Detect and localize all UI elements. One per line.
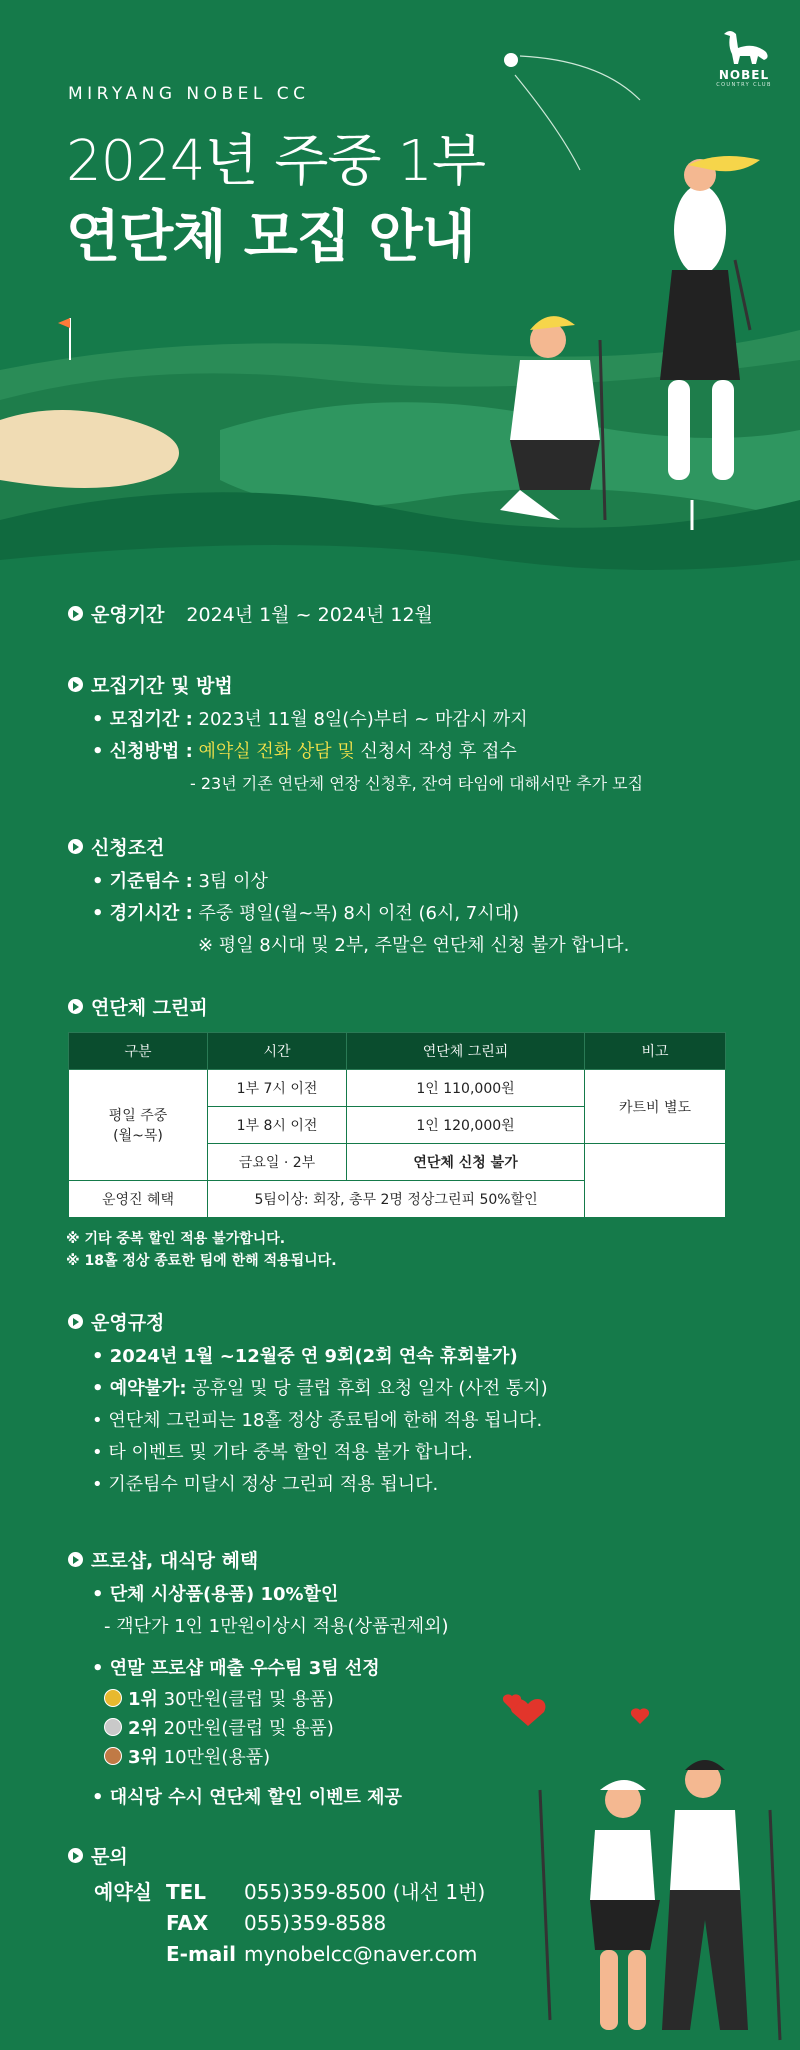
proshop-discount: • 단체 시상품(용품) 10%할인 [92, 1584, 339, 1605]
weekday-cell [69, 1070, 208, 1181]
rules-item: • 타 이벤트 및 기타 중복 할인 적용 불가 합니다. [92, 1442, 473, 1463]
section-heading: 운영기간 [91, 604, 165, 626]
rules-item-value: 공휴일 및 당 클럽 휴회 요청 일자 (사전 통지) [192, 1378, 548, 1399]
section-bullet-icon [68, 1848, 83, 1863]
recruit-period-label: • 모집기간 : [92, 709, 193, 730]
golfer-couple-illustration [500, 1690, 800, 2050]
email-label: E-mail [166, 1942, 237, 1966]
remark-empty-cell [585, 1144, 726, 1218]
award-item [104, 1685, 449, 1714]
section-bullet-icon [68, 1552, 83, 1567]
title-line-1: 2024년 주중 1부 [66, 129, 486, 194]
weekday-days: (월~목) [113, 1128, 163, 1144]
table-header-row [69, 1033, 726, 1070]
section-bullet-icon [68, 999, 83, 1014]
proshop-award-title: • 연말 프로샵 매출 우수팀 3팀 선정 [92, 1658, 380, 1679]
award-prize: 10만원(용품) [163, 1747, 271, 1768]
conditions-teams-label: • 기준팀수 : [92, 871, 193, 892]
dinosaur-icon [714, 26, 774, 66]
greenfee-table [68, 1032, 726, 1218]
weekday-label: 평일 주중 [108, 1108, 168, 1124]
award-item [104, 1743, 449, 1772]
benefit-value-cell: 5팀이상: 회장, 총무 2명 정상그린피 50%할인 [208, 1181, 585, 1218]
silver-medal-icon [104, 1718, 122, 1736]
conditions-teams-value: 3팀 이상 [198, 871, 268, 892]
benefit-label-cell: 운영진 혜택 [69, 1181, 208, 1218]
rules-item: • 연단체 그린피는 18홀 정상 종료팀에 한해 적용 됩니다. [92, 1410, 543, 1431]
bronze-medal-icon [104, 1747, 122, 1765]
tel-value[interactable]: 055)359-8500 (내선 1번) [244, 1880, 486, 1904]
conditions-section [68, 833, 629, 962]
section-heading: 프로샵, 대식당 혜택 [91, 1550, 259, 1572]
section-heading: 연단체 그린피 [91, 997, 208, 1019]
section-heading: 신청조건 [91, 837, 165, 859]
rules-section [68, 1308, 548, 1501]
award-prize: 30만원(클럽 및 용품) [163, 1689, 334, 1710]
table-header-cell: 연단체 그린피 [347, 1033, 585, 1070]
recruit-method-label: • 신청방법 : [92, 741, 193, 762]
section-bullet-icon [68, 606, 83, 621]
section-heading: 문의 [91, 1846, 128, 1868]
award-item [104, 1714, 449, 1743]
gold-medal-icon [104, 1689, 122, 1707]
fee-cell: 연단체 신청 불가 [347, 1144, 585, 1181]
award-rank: 3위 [128, 1747, 158, 1768]
table-header-cell: 비고 [585, 1033, 726, 1070]
section-bullet-icon [68, 677, 83, 692]
rules-item: • 기준팀수 미달시 정상 그린피 적용 됩니다. [92, 1474, 439, 1495]
recruit-method-note: - 23년 기존 연단체 연장 신청후, 잔여 타임에 대해서만 추가 모집 [190, 774, 644, 793]
fee-cell: 1인 110,000원 [347, 1070, 585, 1107]
brand-name: MIRYANG NOBEL CC [68, 84, 310, 104]
time-cell: 금요일 · 2부 [208, 1144, 347, 1181]
operation-period-section [68, 600, 433, 627]
fax-value: 055)359-8588 [244, 1911, 387, 1935]
rules-item: • 2024년 1월 ~12월중 연 9회(2회 연속 휴회불가) [92, 1346, 518, 1367]
table-header-cell: 시간 [208, 1033, 347, 1070]
time-cell: 1부 7시 이전 [208, 1070, 347, 1107]
fee-cell: 1인 120,000원 [347, 1107, 585, 1144]
tel-label: TEL [166, 1880, 207, 1904]
conditions-time-value: 주중 평일(월~목) 8시 이전 (6시, 7시대) [198, 903, 520, 924]
recruit-method-rest: 신청서 작성 후 접수 [360, 741, 517, 762]
proshop-section [68, 1546, 449, 1814]
table-row [69, 1070, 726, 1107]
proshop-restaurant: • 대식당 수시 연단체 할인 이벤트 제공 [92, 1787, 402, 1808]
recruit-section [68, 671, 643, 800]
greenfee-note: ※ 18홀 정상 종료한 팀에 한해 적용됩니다. [66, 1253, 337, 1269]
fax-label: FAX [166, 1911, 209, 1935]
greenfee-note: ※ 기타 중복 할인 적용 불가합니다. [66, 1231, 286, 1247]
section-bullet-icon [68, 839, 83, 854]
logo-text: NOBEL [718, 68, 770, 82]
contact-office: 예약실 [94, 1880, 152, 1904]
award-rank: 2위 [128, 1718, 158, 1739]
award-rank: 1위 [128, 1689, 158, 1710]
recruit-method-highlight: 예약실 전화 상담 및 [198, 741, 355, 762]
email-value[interactable]: mynobelcc@naver.com [244, 1942, 478, 1966]
title-line-2: 연단체 모집 안내 [66, 205, 475, 270]
section-bullet-icon [68, 1314, 83, 1329]
rules-item-label: • 예약불가: [92, 1378, 187, 1399]
contact-section [68, 1842, 485, 1970]
conditions-time-note: ※ 평일 8시대 및 2부, 주말은 연단체 신청 불가 합니다. [198, 935, 630, 956]
conditions-time-label: • 경기시간 : [92, 903, 193, 924]
operation-period-value: 2024년 1월 ~ 2024년 12월 [186, 604, 433, 626]
greenfee-section [68, 993, 726, 1272]
proshop-discount-note: - 객단가 1인 1만원이상시 적용(상품권제외) [104, 1616, 449, 1637]
section-heading: 운영규정 [91, 1312, 165, 1334]
table-header-cell: 구분 [69, 1033, 208, 1070]
section-heading: 모집기간 및 방법 [91, 675, 233, 697]
recruit-period-value: 2023년 11월 8일(수)부터 ~ 마감시 까지 [198, 709, 528, 730]
logo-subtext: COUNTRY CLUB [716, 82, 772, 88]
award-prize: 20만원(클럽 및 용품) [163, 1718, 334, 1739]
time-cell: 1부 8시 이전 [208, 1107, 347, 1144]
nobel-logo [704, 26, 784, 88]
remark-cell: 카트비 별도 [585, 1070, 726, 1144]
